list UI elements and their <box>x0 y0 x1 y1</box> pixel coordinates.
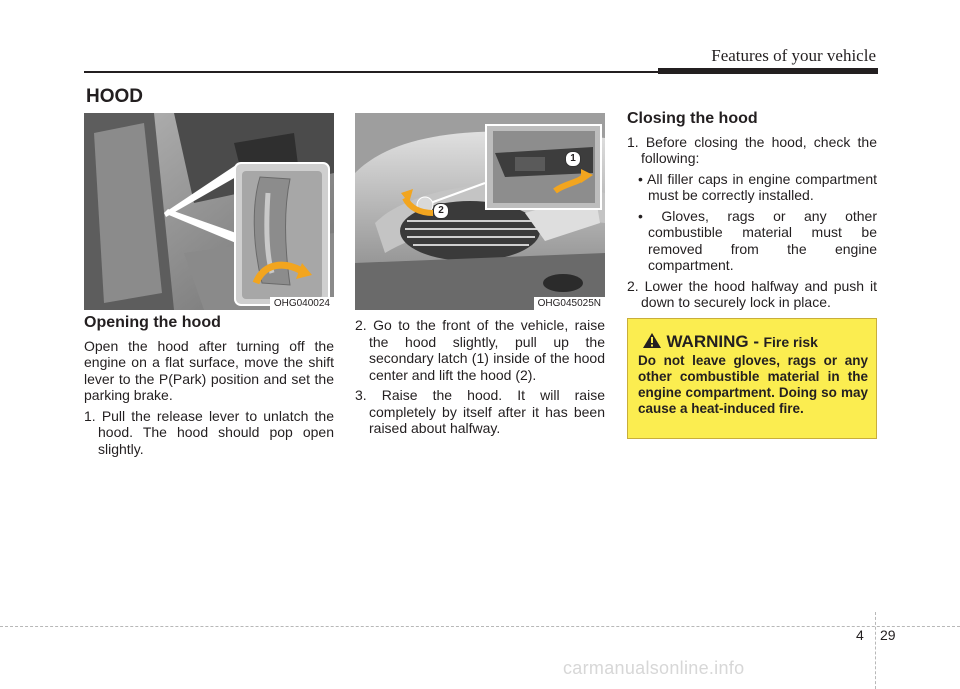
warning-box <box>627 318 877 439</box>
closing-title: Closing the hood <box>627 110 758 127</box>
warning-subheading: Fire risk <box>763 334 818 350</box>
callout-1: 1 <box>565 151 581 167</box>
opening-step-1: 1. Pull the release lever to unlatch the hood. The hood should pop open slightly. <box>84 407 334 457</box>
vehicle-front-illustration <box>355 113 605 310</box>
vehicle-front-photo <box>355 113 605 310</box>
page-number: 29 <box>880 627 896 643</box>
closing-bullet-2: • Gloves, rags or any other combustible material must be removed from the engine compartment. <box>638 207 877 273</box>
footer-divider <box>0 626 960 627</box>
warning-label: WARNING - <box>666 332 759 351</box>
section-title: HOOD <box>86 86 143 107</box>
watermark: carmanualsonline.info <box>563 658 745 678</box>
opening-steps-continued <box>355 317 605 441</box>
hood-release-lever-illustration <box>84 113 334 310</box>
closing-step-1: 1. Before closing the hood, check the following: <box>627 133 877 166</box>
header-rule <box>84 71 664 73</box>
header-rule-accent <box>658 68 878 74</box>
warning-body: Do not leave gloves, rags or any other combustible material in the engine compartment. Doing so may cause a heat-induced fire. <box>638 353 868 416</box>
opening-step-2: 2. Go to the front of the vehicle, raise the hood slightly, pull up the secondary latch (1) inside of the hood center and lift the hood (2). <box>355 317 605 383</box>
opening-section <box>84 315 334 461</box>
warning-triangle-icon <box>642 332 662 349</box>
hood-release-lever-photo <box>84 113 334 310</box>
warning-heading <box>642 332 818 352</box>
closing-bullet-1: • All filler caps in engine compartment must be correctly installed. <box>638 170 877 203</box>
header-title: Features of your vehicle <box>711 46 876 65</box>
section-number: 4 <box>856 627 864 643</box>
callout-2: 2 <box>433 203 449 219</box>
photo-code-label: OHG040024 <box>270 297 334 310</box>
footer-page-divider <box>875 612 876 689</box>
opening-intro: Open the hood after turning off the engine on a flat surface, move the shift lever to the P(Park) position and set the parking brake. <box>84 337 334 403</box>
closing-step-2: 2. Lower the hood halfway and push it down to securely lock in place. <box>627 277 877 310</box>
photo-code-label: OHG045025N <box>534 297 605 310</box>
opening-step-3: 3. Raise the hood. It will raise completely by itself after it has been raised about halfway. <box>355 387 605 436</box>
opening-title: Opening the hood <box>84 314 221 331</box>
closing-section <box>627 111 877 315</box>
